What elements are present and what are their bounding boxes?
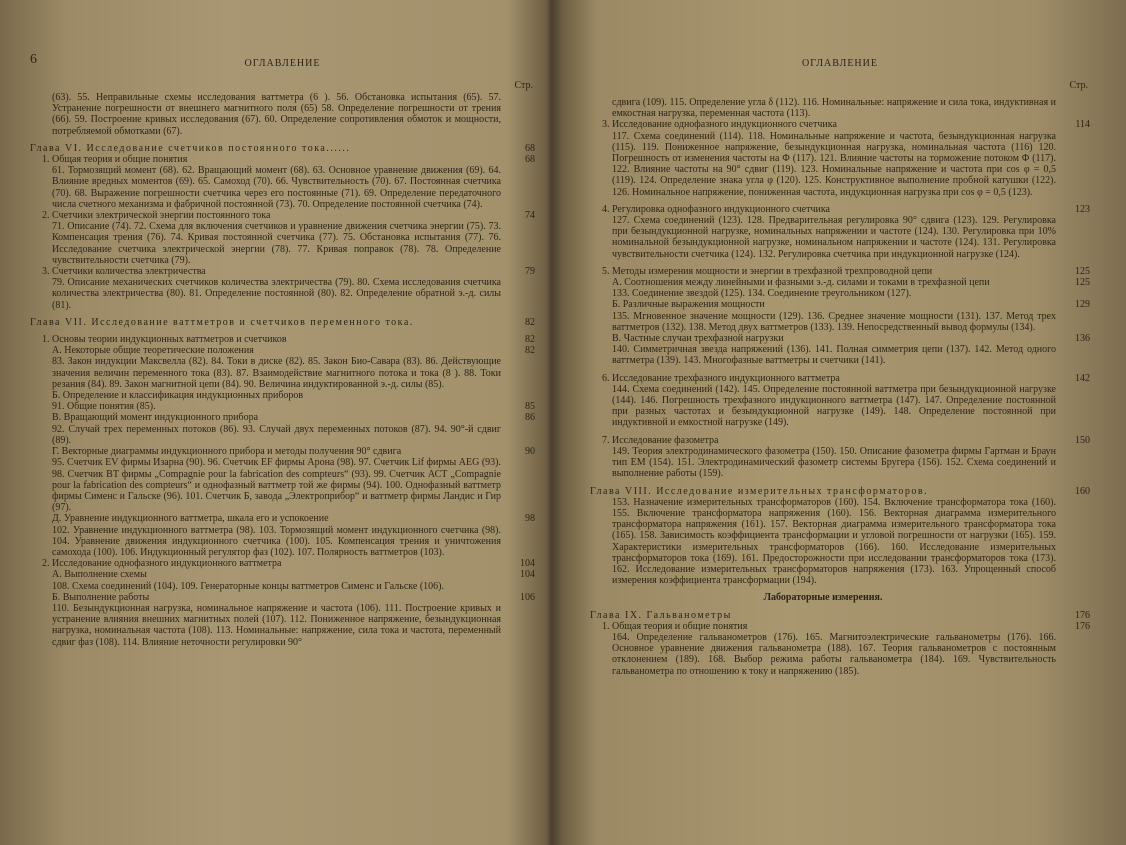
- entry-text: 1. Общая теория и общие понятия: [602, 620, 748, 632]
- subsection-entry: [590, 215, 1090, 260]
- entry-text: 144. Схема соединений (142). 145. Определение постоянной ваттметра при безындукционной нагрузке (144). 146. Погрешность трехфазного индукционного ваттметра (147). 147. Определение постоянной при разных частотах и безындукционной нагрузке (149). 148. Определение постоянной при индуктивной и емкостной нагрузке (149).: [612, 383, 1056, 429]
- entry-text: 1. Общая теория и общие понятия: [42, 154, 188, 166]
- entry-text: Б. Различные выражения мощности: [612, 299, 765, 311]
- page-ref: 160: [1075, 485, 1090, 497]
- page-ref: 176: [1075, 609, 1090, 621]
- entry-text: А. Некоторые общие теоретические положения: [52, 345, 254, 357]
- subsection-entry: [590, 311, 1090, 333]
- entry-text: 149. Теория электродинамического фазометра (150). 150. Описание фазометра фирмы Гартман и Браун тип ЕМ (154). 151. Электродинамический фазометр системы Бругера (156). 152. Схема соединений и выполнение работы (159).: [612, 445, 1056, 480]
- section-entry: [590, 204, 1090, 215]
- entry-text: сдвига (109). 115. Определение угла δ (112). 116. Номинальные: напряжение и сила тока, индуктивная и емкостная нагрузка, переменная частота (113).: [612, 97, 1056, 120]
- entry-text: 4. Регулировка однофазного индукционного счетчика: [602, 203, 830, 215]
- subsection-entry: [590, 299, 1090, 310]
- page-ref: 90: [525, 446, 535, 458]
- page-ref: 82: [525, 316, 535, 328]
- entry-text: Глава VIII. Исследование измерительных трансформаторов.: [590, 485, 929, 497]
- subsection-entry: [30, 592, 535, 603]
- subsection-entry: [30, 401, 535, 412]
- page-ref: 82: [525, 334, 535, 346]
- toc-entries: [30, 92, 535, 648]
- entry-text: 5. Методы измерения мощности и энергии в трехфазной трехпроводной цепи: [602, 265, 933, 277]
- page-ref: 136: [1075, 333, 1090, 345]
- subsection-entry: [590, 497, 1090, 587]
- subsection-entry: [30, 165, 535, 210]
- section-entry: [30, 266, 535, 277]
- entry-text: 153. Назначение измерительных трансформаторов (160). 154. Включение трансформатора тока (160). 155. Включение трансформатора напряжения (160). 156. Векторная диаграмма измерительного трансформатора напряжения (161). 157. Векторная диаграмма измерительного трансформатора тока (165). 158. Зависимость коэффициента трансформации и угловой погрешности от нагрузки (165). 159. Характеристики измерительных трансформаторов (166). 160. Исследование измерительных трансформаторов тока (169). 161. Предосторожности при исследовании трансформаторов тока (173). 162. Исследование измерительных трансформаторов напряжения (173). 163. Упрощенный способ измерения коэффициента трансформации (194).: [612, 496, 1056, 587]
- entry-text: А. Выполнение схемы: [52, 569, 147, 581]
- subsection-entry: [590, 632, 1090, 677]
- subsection-entry: [30, 92, 535, 137]
- entry-text: Глава VII. Исследование ваттметров и счетчиков переменного тока.: [30, 316, 414, 328]
- entry-text: 102. Уравнение индукционного ваттметра (98). 103. Тормозящий момент индукционного счетчика (98). 104. Уравнение движения индукционного счетчика (100). 105. Компенсация трения и уничтожения самохода (100). 106. Индукционный регулятор фаз (102). 107. Полярность ваттметров (103).: [52, 524, 501, 558]
- entry-text: Г. Векторные диаграммы индукционного прибора и методы получения 90° сдвига: [52, 446, 402, 458]
- page-ref: 129: [1075, 299, 1090, 311]
- entry-text: 3. Исследование однофазного индукционного счетчика: [602, 119, 837, 131]
- entry-text: 7. Исследование фазометра: [602, 434, 719, 446]
- subsection-entry: [590, 288, 1090, 299]
- page-ref: 74: [525, 210, 535, 222]
- entry-text: 164. Определение гальванометров (176). 165. Магнитоэлектрические гальванометры (176). 166. Основное уравнение движения гальванометра (188). 167. Теория гальванометров с постоянным отклонением (189). 168. Выбор режима работы гальванометра (184). 169. Чувствительность гальванометра по отношению к току и напряжению (185).: [612, 631, 1056, 677]
- section-title: [590, 592, 1090, 603]
- subsection-entry: [590, 131, 1090, 198]
- subsection-entry: [30, 446, 535, 457]
- entry-text: 127. Схема соединений (123). 128. Предварительная регулировка 90° сдвига (123). 129. Регулировка при безындукционной нагрузке, номинальных напряжении и частоте (124). 130. Регулировка при 10% номинальной безындукционной нагрузке, номинальном напряжении и частоте (124). 131. Регулировка чувствительности счетчика (124). 132. Регулировка счетчика при индукционной нагрузке (124).: [612, 215, 1056, 260]
- entry-text: 117. Схема соединений (114). 118. Номинальные напряжение и частота, безындукционная нагрузка (115). 119. Пониженное напряжение, безындукционная нагрузка, номинальная частота (116) 120. Погрешность от изменения частоты на Φ (117). 121. Влияние частоты на торможение потоком Φ (117). 122. Влияние частоты на 90° сдвиг (119). 123. Номинальные напряжение и частота при cos φ = 0,5 (119). 124. Определение знака угла φ (120). 125. Конструктивное выполнение пробной катушки (122). 126. Номинальное напряжение, пониженная частота, индукционная нагрузка при cos φ = 0,5 (123).: [612, 130, 1056, 198]
- chapter-heading: [30, 143, 535, 154]
- entry-text: 2. Исследование однофазного индукционного ваттметра: [42, 558, 282, 570]
- entry-text: 2. Счетчики электрической энергии постоянного тока: [42, 210, 271, 222]
- section-entry: [30, 154, 535, 165]
- subsection-entry: [30, 457, 535, 513]
- subsection-entry: [30, 513, 535, 524]
- entry-text: Б. Выполнение работы: [52, 591, 150, 603]
- left-page: [30, 0, 535, 845]
- page-ref: 104: [520, 569, 535, 581]
- page-ref: 106: [520, 591, 535, 603]
- page-ref: 125: [1075, 277, 1090, 289]
- subsection-entry: [30, 356, 535, 390]
- entry-text: 3. Счетчики количества электричества: [42, 266, 206, 278]
- page-ref: 125: [1075, 265, 1090, 277]
- entry-text: В. Вращающий момент индукционного прибора: [52, 412, 259, 424]
- subsection-entry: [590, 446, 1090, 480]
- page-ref: 142: [1075, 372, 1090, 384]
- entry-text: Глава IX. Гальванометры: [590, 609, 732, 621]
- page-ref: 98: [525, 513, 535, 525]
- entry-text: 6. Исследование трехфазного индукционного ваттметра: [602, 372, 840, 384]
- page-ref: 150: [1075, 434, 1090, 446]
- section-entry: [30, 210, 535, 221]
- chapter-heading: [30, 317, 535, 328]
- chapter-heading: [590, 486, 1090, 497]
- entry-text: 92. Случай трех переменных потоков (86). 93. Случай двух переменных потоков (87). 94. 90°-й сдвиг (89).: [52, 423, 501, 446]
- entry-text: 83. Закон индукции Максвелла (82). 84. Токи в диске (82). 85. Закон Био-Савара (83). 86. Действующие значения величин переменного тока (83). 87. Взаимодействие магнитного потока и тока (8 ). 88. Токи резания (84). 89. Закон магнитной цепи (84). 90. Величина индуктированной э.-д. силы (85).: [52, 356, 501, 390]
- entry-text: 1. Основы теории индукционных ваттметров и счетчиков: [42, 334, 287, 346]
- subsection-entry: [30, 424, 535, 446]
- entry-text: Б. Определение и классификация индукционных приборов: [52, 390, 304, 402]
- entry-text: 133. Соединение звездой (125). 134. Соединение треугольником (127).: [612, 288, 912, 300]
- section-entry: [590, 266, 1090, 277]
- entry-text: 61. Тормозящий момент (68). 62. Вращающий момент (68). 63. Основное уравнение движения (69). 64. Влияние вредных моментов (69). 65. Самоход (70). 66. Чувствительность (70). 67. Постоянная счетчика (70). 68. Выражение погрешности счетчика через его постоянные (71). 69. Определение передаточного числа счетного механизма и фабричной постоянной (73). 70. Определение постоянной счетчика (74).: [52, 165, 501, 210]
- section-entry: [590, 373, 1090, 384]
- page-ref: 82: [525, 345, 535, 357]
- page-ref: 85: [525, 401, 535, 413]
- page-ref: 104: [520, 558, 535, 570]
- subsection-entry: [30, 569, 535, 580]
- entry-text: 71. Описание (74). 72. Схема для включения счетчиков и уравнение движения счетчика энергии (75). 73. Компенсация трения (76). 74. Кривая постоянной счетчика (77). 75. Обстановка испытания (77). 76. Исследование счетчика электрической энергии (78). 77. Кривая поправок (78). 78. Определение чувствительности счетчика (79).: [52, 221, 501, 266]
- section-entry: [590, 435, 1090, 446]
- page-ref: 114: [1075, 119, 1090, 131]
- subsection-entry: [590, 97, 1090, 119]
- subsection-entry: [30, 603, 535, 648]
- subsection-entry: [30, 390, 535, 401]
- entry-text: 108. Схема соединений (104). 109. Генераторные концы ваттметров Сименс и Гальске (106).: [52, 580, 444, 592]
- page-ref: 68: [525, 142, 535, 154]
- entry-text: В. Частные случаи трехфазной нагрузки: [612, 333, 784, 345]
- running-header: ОГЛАВЛЕНИЕ: [244, 58, 321, 69]
- entry-text: 79. Описание механических счетчиков количества электричества (79). 80. Схема исследования счетчика количества электричества (80). 81. Определение постоянной (80). 82. Определение обратной э.-д. силы (81).: [52, 277, 501, 311]
- entry-text: 135. Мгновенное значение мощности (129). 136. Среднее значение мощности (131). 137. Метод трех ваттметров (132). 138. Метод двух ваттметров (133). 139. Непосредственный вывод формулы (134).: [612, 310, 1056, 333]
- page-number: 6: [30, 52, 37, 67]
- toc-entries: [590, 97, 1090, 677]
- running-header: ОГЛАВЛЕНИЕ: [802, 58, 878, 69]
- subsection-entry: [30, 525, 535, 559]
- entry-text: Глава VI. Исследование счетчиков постоянного тока......: [30, 142, 351, 154]
- right-page: [590, 0, 1090, 845]
- entry-text: А. Соотношения между линейными и фазными э.-д. силами и токами в трехфазной цепи: [612, 277, 990, 289]
- entry-text: 91. Общие понятия (85).: [52, 401, 156, 413]
- subsection-entry: [590, 384, 1090, 429]
- page-ref: 68: [525, 154, 535, 166]
- page-column-label: Стр.: [1069, 80, 1088, 91]
- chapter-heading: [590, 610, 1090, 621]
- subsection-entry: [590, 277, 1090, 288]
- subsection-entry: [30, 277, 535, 311]
- page-ref: 79: [525, 266, 535, 278]
- subsection-entry: [30, 221, 535, 266]
- entry-text: (63). 55. Неправильные схемы исследования ваттметра (6 ). 56. Обстановка испытания (65). 57. Устранение погрешности от внешнего магнитного поля (65) 58. Определение погрешности от трения (66). 59. Построение кривых исследования (67). 60. Определение сопротивления обмоток и мощности, потребляемой обмотками (67).: [52, 92, 501, 137]
- entry-text: 140. Симметричная звезда напряжений (136). 141. Полная симметрия цепи (137). 142. Метод одного ваттметра (139). 143. Многофазные ваттметры и счетчики (141).: [612, 344, 1056, 367]
- page-ref: 86: [525, 412, 535, 424]
- subsection-entry: [590, 344, 1090, 366]
- entry-text: 110. Безындукционная нагрузка, номинальное напряжение и частота (106). 111. Построение кривых и устранение влияния внешних магнитных полей (107). 112. Пониженное напряжение, безындукционная нагрузка, номинальная частота (108). 113. Номинальные: напряжение, сила тока и частота, переменный сдвиг фаз (108). 114. Влияние неточности регулировки 90°: [52, 602, 501, 648]
- entry-text: 95. Счетчик EV фирмы Изарна (90). 96. Счетчик EF фирмы Арона (98). 97. Счетчик Lif фирмы AEG (93). 98. Счетчик BT фирмы „Compagnie pour la fabrication des compteurs“ (93). 99. Счетчик АСТ „Compagnie pour la fabrication des compteurs“ и однофазный ваттметр той же фирмы (94). 100. Однофазный ваттметр фирмы Сименс и Гальске (96). 101. Счетчик Б, завода „Электроприбор“ и ваттметр фирмы Ландис и Гир (97).: [52, 457, 501, 514]
- page-column-label: Стр.: [514, 80, 533, 91]
- section-entry: [30, 558, 535, 569]
- page-ref: 176: [1075, 620, 1090, 632]
- entry-text: Лабораторные измерения.: [763, 592, 883, 604]
- subsection-entry: [30, 345, 535, 356]
- section-entry: [30, 334, 535, 345]
- section-entry: [590, 119, 1090, 130]
- subsection-entry: [30, 581, 535, 592]
- section-entry: [590, 621, 1090, 632]
- subsection-entry: [30, 412, 535, 423]
- entry-text: Д. Уравнение индукционного ваттметра, шкала его и успокоение: [52, 513, 329, 525]
- subsection-entry: [590, 333, 1090, 344]
- page-ref: 123: [1075, 203, 1090, 215]
